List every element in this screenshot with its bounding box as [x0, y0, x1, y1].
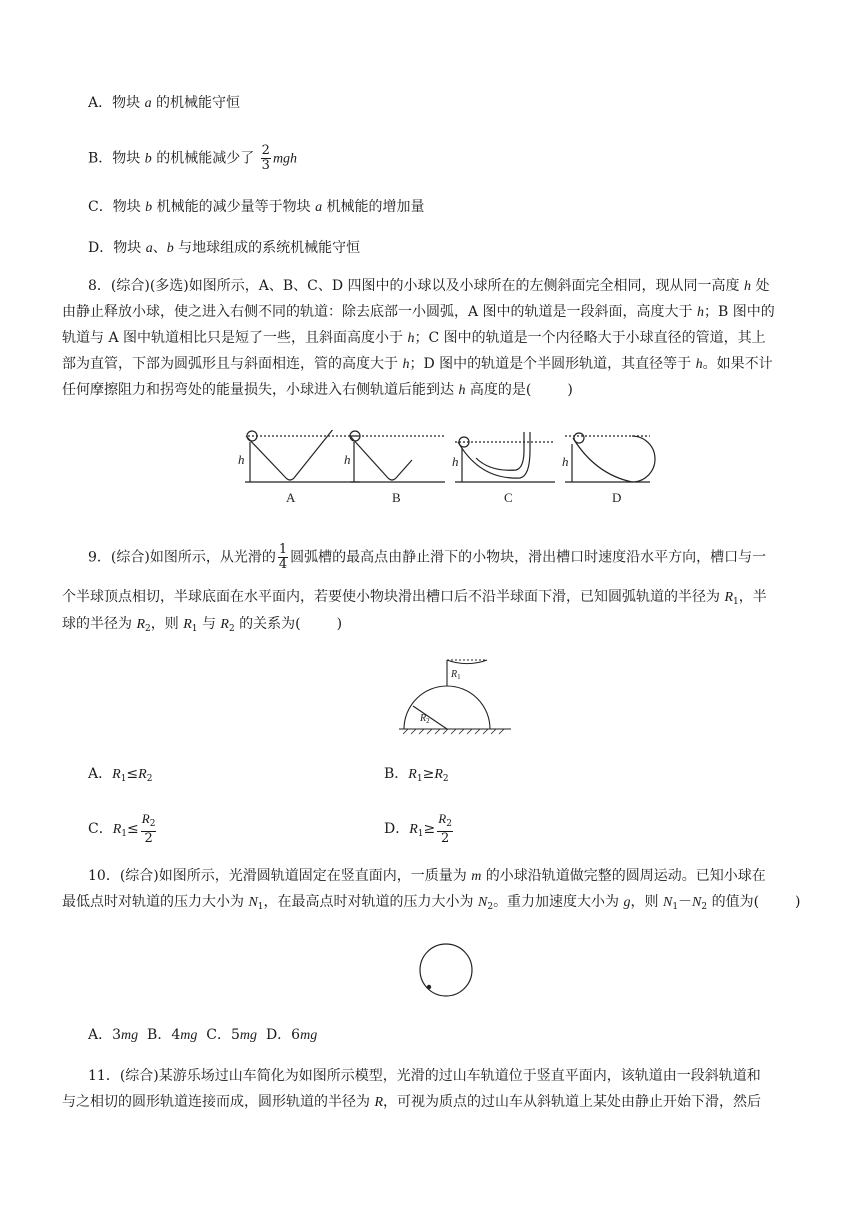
fraction: $\frac{1}{4}$ [278, 542, 288, 572]
q9-option-c: C．$R_1\le$ $\frac{R_2}{2}$ [88, 811, 156, 846]
fraction: $\frac{R_2}{2}$ [438, 811, 452, 846]
track [350, 436, 412, 480]
fraction: $\frac{R_2}{2}$ [141, 811, 156, 846]
hemisphere [404, 686, 490, 729]
pipe-inner [476, 432, 524, 470]
q7-option-b: B．物块 b 的机械能减少了 $\frac{2}{3}$ mgh [88, 143, 298, 173]
label-r1: $R_1$ [451, 669, 461, 681]
q7-option-d: D．物块 a、b 与地球组成的系统机械能守恒 [88, 240, 361, 256]
q8-line-1: 8．(综合)(多选)如图所示，A、B、C、D 四图中的小球以及小球所在的左侧斜面完全相同，现从同一高度 h 处 [88, 278, 770, 294]
ground-hatching [403, 729, 504, 734]
q8-track-figure [230, 430, 670, 510]
height-label-c: h [452, 454, 459, 469]
q11-line-1: 11．(综合)某游乐场过山车简化为如图所示模型，光滑的过山车轨道位于竖直平面内，该轨道由一段斜轨道和 [88, 1068, 761, 1084]
q10-option-b: B．4mg [138, 1027, 198, 1043]
figure-a [245, 430, 360, 482]
figure-b [350, 431, 445, 482]
q9-line-1: 9．(综合)如图所示，从光滑的 $\frac{1}{4}$ 圆弧槽的最高点由静止滑下的小物块，滑出槽口时速度沿水平方向，槽口与一 [88, 542, 767, 572]
figure-label-a: A [286, 490, 296, 505]
q11-line-2: 与之相切的圆形轨道连接而成，圆形轨道的半径为 R，可视为质点的过山车从斜轨道上某处由静止开始下滑，然后 [62, 1094, 762, 1110]
q9-line-2: 个半球顶点相切，半球底面在水平面内，若要使小物块滑出槽口后不沿半球面下滑，已知圆弧轨道的半径为 $R_1$，半 [62, 589, 767, 607]
q8-line-2: 由静止释放小球，使之进入右侧不同的轨道：除去底部一小圆弧，A 图中的轨道是一段斜面，高度大于 h；B 图中的 [62, 304, 775, 320]
semicircle-track [573, 436, 655, 482]
height-label-d: h [562, 454, 569, 469]
height-label-a: h [238, 452, 245, 467]
q8-line-3: 轨道与 A 图中轨道相比只是短了一些，且斜面高度小于 h；C 图中的轨道是一个内径略大于小球直径的管道，其上 [62, 330, 766, 346]
label-r2: $R_2$ [420, 713, 430, 725]
q10-option-c: C．5mg [197, 1027, 258, 1043]
radius-r2-line [413, 706, 447, 729]
figure-label-d: D [612, 490, 622, 505]
q9-option-d: D．$R_1\ge$ $\frac{R_2}{2}$ [384, 811, 452, 846]
q9-line-3: 球的半径为 $R_2$，则 $R_1$ 与 $R_2$ 的关系为( ) [62, 616, 343, 634]
q10-circle-track-figure [418, 942, 474, 998]
q9-option-b: B．$R_1\ge R_2$ [384, 766, 449, 784]
q10-option-d: D．6mg [257, 1027, 318, 1043]
pipe-outer [458, 432, 530, 478]
q10-option-a: A．3mg [88, 1027, 139, 1043]
figure-d [565, 433, 655, 482]
q7-option-c: C．物块 b 机械能的减少量等于物块 a 机械能的增加量 [88, 199, 425, 215]
q8-line-4: 部为直管，下部为圆弧形且与斜面相连，管的高度大于 h；D 图中的轨道是个半圆形轨道，其直径等于 h。如果不计 [62, 356, 773, 372]
figure-c [455, 432, 555, 482]
fraction: $\frac{2}{3}$ [261, 143, 270, 173]
height-label-b: h [344, 452, 351, 467]
q10-line-2: 最低点时对轨道的压力大小为 $N_1$，在最高点时对轨道的压力大小为 $N_2$。重力加速度大小为 g，则 $N_1-N_2$ 的值为( ) [62, 894, 801, 912]
track [246, 430, 334, 480]
q9-option-a: A．$R_1\le R_2$ [88, 766, 153, 784]
q8-line-5: 任何摩擦阻力和拐弯处的能量损失，小球进入右侧轨道后能到达 h 高度的是( ) [62, 382, 573, 398]
q7-option-a: A．物块 a 的机械能守恒 [88, 95, 241, 111]
ball [427, 985, 431, 989]
figure-label-c: C [504, 490, 513, 505]
figure-label-b: B [392, 490, 401, 505]
q9-hemisphere-figure [395, 655, 515, 740]
q10-line-1: 10．(综合)如图所示，光滑圆轨道固定在竖直面内，一质量为 m 的小球沿轨道做完整的圆周运动。已知小球在 [88, 868, 766, 884]
q10-options [88, 1025, 317, 1046]
